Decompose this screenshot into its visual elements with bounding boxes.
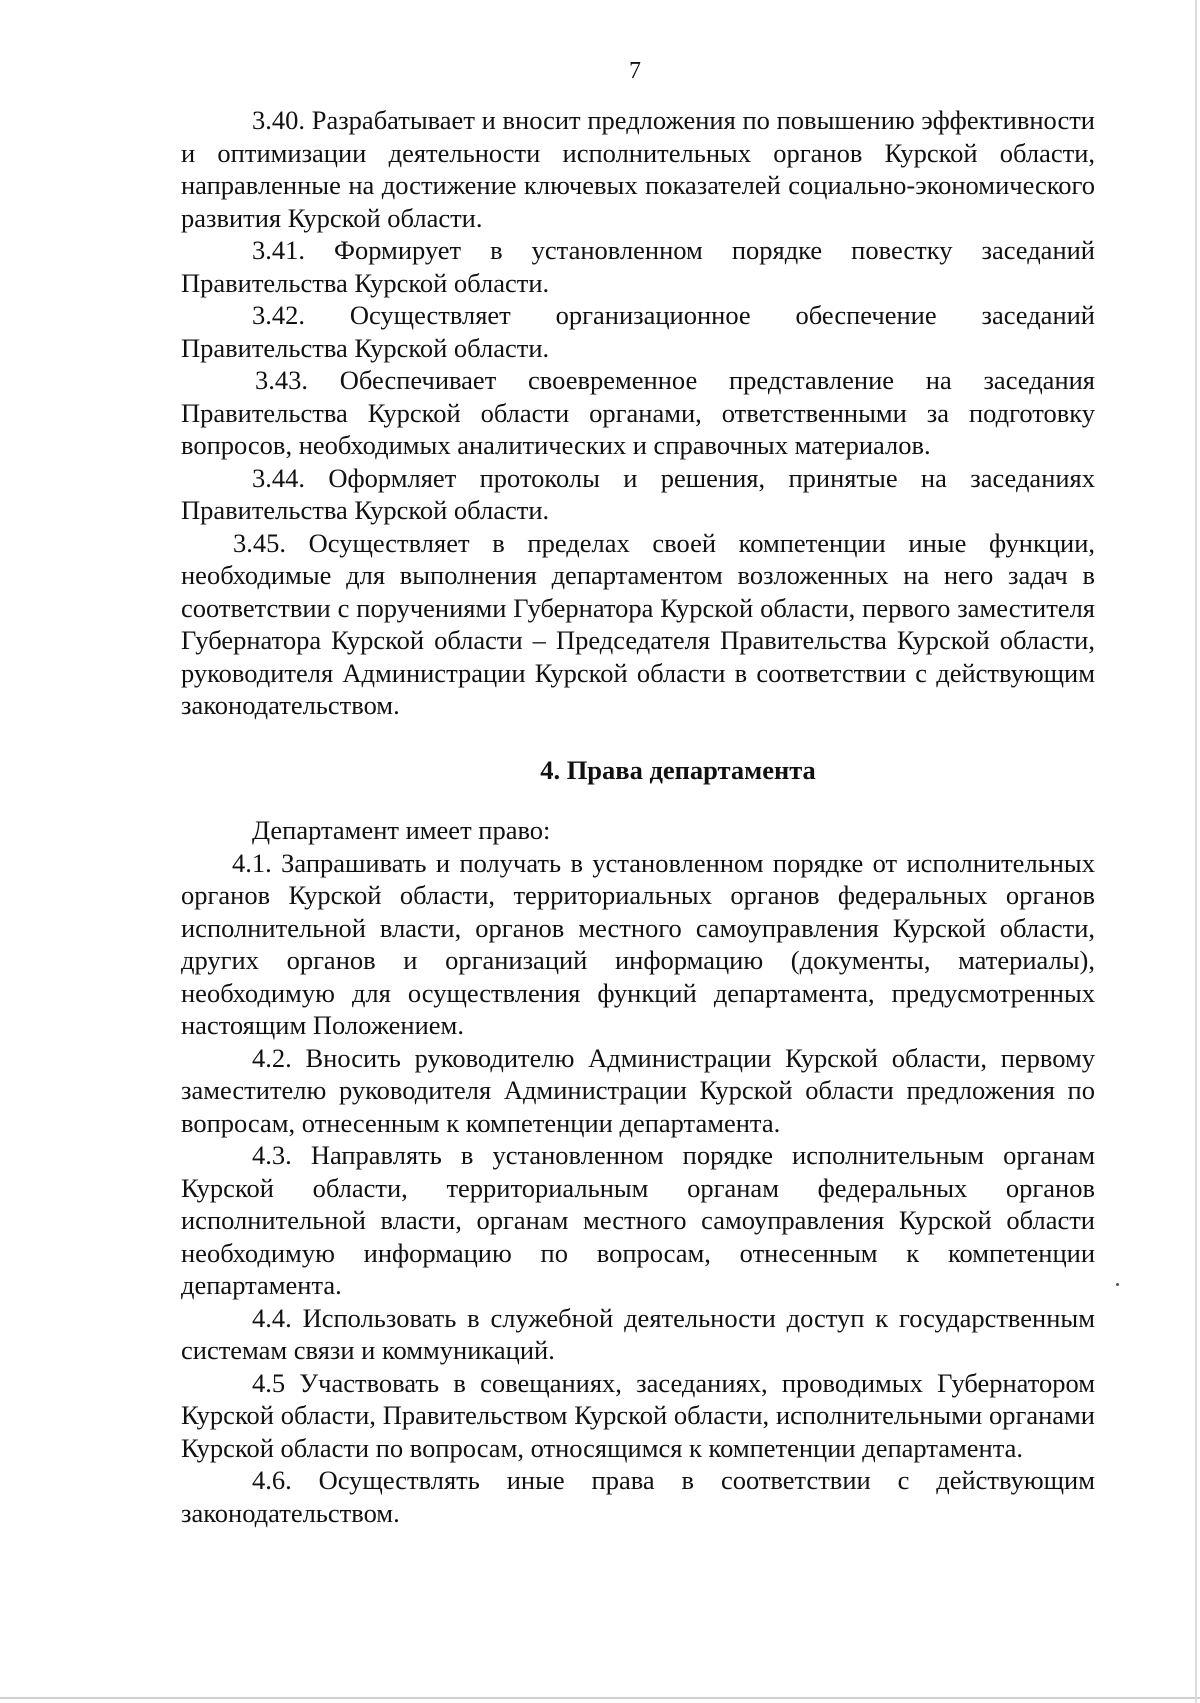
- scan-speck: [1116, 1283, 1119, 1286]
- page-number: 7: [629, 58, 641, 84]
- paragraph-3-42: 3.42. Осуществляет организационное обеспечение заседаний Правительства Курской области.: [181, 300, 1095, 363]
- section-intro: Департамент имеет право:: [252, 815, 551, 845]
- paragraph-4-5: 4.5 Участвовать в совещаниях, заседаниях, проводимых Губернатором Курской области, Правительством Курской области, исполнительными органами Курской области по вопросам, относящимся к компетенции департамента.: [181, 1367, 1095, 1463]
- scan-bottom-edge: [0, 1697, 1200, 1699]
- paragraph-3-45: 3.45. Осуществляет в пределах своей компетенции иные функции, необходимые для выполнения департаментом возложенных на него задач в соответствии с поручениями Губернатора Курской области, первого заместителя Губернатора Курской области – Председателя Правительства Курской области, руководителя Администрации Курской области в соответствии с действующим законодательством.: [181, 527, 1095, 720]
- paragraph-3-40: 3.40. Разрабатывает и вносит предложения по повышению эффективности и оптимизации деятельности исполнительных органов Курской области, направленные на достижение ключевых показателей социально-экономического развития Курской области.: [181, 105, 1095, 233]
- paragraph-4-1: 4.1. Запрашивать и получать в установленном порядке от исполнительных органов Курской области, территориальных органов федеральных органов исполнительной власти, органов местного самоуправления Курской области, других органов и организаций информацию (документы, материалы), необходимую для осуществления функций департамента, предусмотренных настоящим Положением.: [181, 847, 1095, 1040]
- paragraph-3-44: 3.44. Оформляет протоколы и решения, принятые на заседаниях Правительства Курской области.: [181, 462, 1095, 525]
- paragraph-4-6: 4.6. Осуществлять иные права в соответствии с действующим законодательством.: [181, 1465, 1095, 1528]
- paragraph-4-4: 4.4. Использовать в служебной деятельности доступ к государственным системам связи и коммуникаций.: [181, 1302, 1095, 1365]
- paragraph-4-3: 4.3. Направлять в установленном порядке исполнительным органам Курской области, территориальным органам федеральных органов исполнительной власти, органам местного самоуправления Курской области необходимую информацию по вопросам, отнесенным к компетенции департамента.: [181, 1140, 1095, 1300]
- document-body: [181, 104, 1095, 1529]
- paragraph-3-41: 3.41. Формирует в установленном порядке повестку заседаний Правительства Курской области.: [181, 235, 1095, 298]
- paragraph-4-2: 4.2. Вносить руководителю Администрации Курской области, первому заместителю руководителя Администрации Курской области предложения по вопросам, отнесенным к компетенции департамента.: [181, 1042, 1095, 1138]
- section-heading: 4. Права департамента: [540, 754, 816, 785]
- paragraph-3-43: 3.43. Обеспечивает своевременное представление на заседания Правительства Курской области органами, ответственными за подготовку вопросов, необходимых аналитических и справочных материалов.: [181, 365, 1095, 460]
- scan-right-edge: [1195, 0, 1197, 1703]
